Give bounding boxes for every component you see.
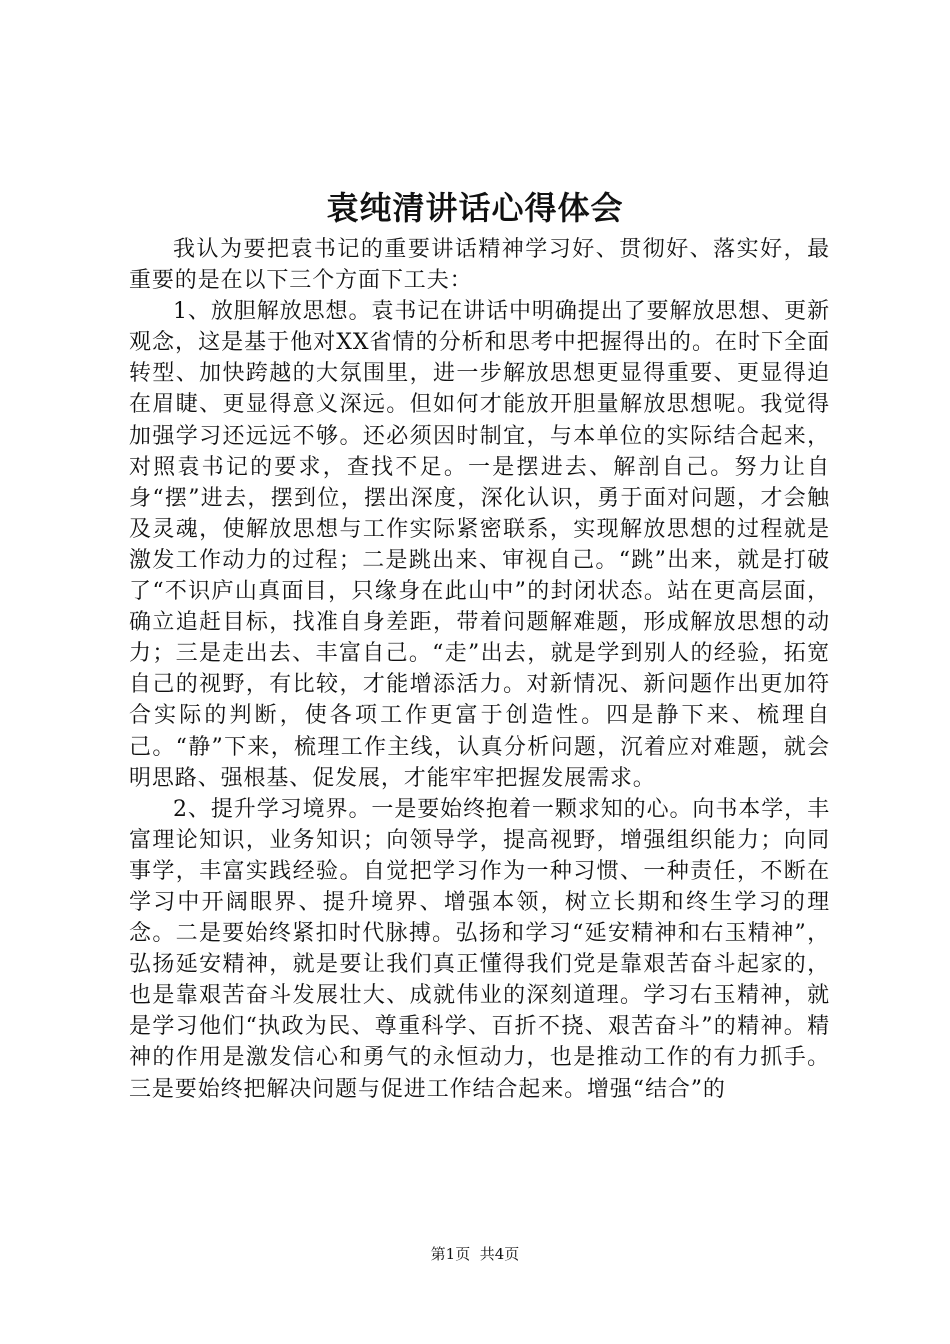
footer-gap — [470, 1245, 480, 1263]
paragraph-intro: 我认为要把袁书记的重要讲话精神学习好、贯彻好、落实好，最重要的是在以下三个方面下工夫： — [129, 237, 830, 294]
page-footer — [0, 1244, 950, 1264]
document-body — [129, 234, 830, 1105]
page-total: 共4页 — [479, 1245, 520, 1263]
document-title: 袁纯清讲话心得体会 — [326, 189, 624, 227]
paragraph-point-1: 1、放胆解放思想。袁书记在讲话中明确提出了要解放思想、更新观念，这是基于他对XX省情的分析和思考中把握得出的。在时下全面转型、加快跨越的大氛围里，进一步解放思想更显得重要、更显得迫在眉睫、更显得意义深远。但如何才能放开胆量解放思想呢。我觉得加强学习还远远不够。还必须因时制宜，与本单位的实际结合起来，对照袁书记的要求，查找不足。一是摆进去、解剖自己。努力让自身“摆”进去，摆到位，摆出深度，深化认识，勇于面对问题，才会触及灵魂，使解放思想与工作实际紧密联系，实现解放思想的过程就是激发工作动力的过程；二是跳出来、审视自己。“跳”出来，就是打破了“不识庐山真面目，只缘身在此山中”的封闭状态。站在更高层面，确立追赶目标，找准自身差距，带着问题解难题，形成解放思想的动力；三是走出去、丰富自己。“走”出去，就是学到别人的经验，拓宽自己的视野，有比较，才能增添活力。对新情况、新问题作出更加符合实际的判断，使各项工作更富于创造性。四是静下来、梳理自己。“静”下来，梳理工作主线，认真分析问题，沉着应对难题，就会明思路、强根基、促发展，才能牢牢把握发展需求。 — [129, 299, 830, 791]
paragraph-point-2: 2、提升学习境界。一是要始终抱着一颗求知的心。向书本学，丰富理论知识，业务知识；向领导学，提高视野，增强组织能力；向同事学，丰富实践经验。自觉把学习作为一种习惯、一种责任，不断在学习中开阔眼界、提升境界、增强本领，树立长期和终生学习的理念。二是要始终紧扣时代脉搏。弘扬和学习“延安精神和右玉精神”，弘扬延安精神，就是要让我们真正懂得我们党是靠艰苦奋斗起家的，也是靠艰苦奋斗发展壮大、成就伟业的深刻道理。学习右玉精神，就是学习他们“执政为民、尊重科学、百折不挠、艰苦奋斗”的精神。精神的作用是激发信心和勇气的永恒动力，也是推动工作的有力抓手。三是要始终把解决问题与促进工作结合起来。增强“结合”的 — [129, 796, 830, 1102]
page-number: 第1页 — [430, 1245, 471, 1263]
